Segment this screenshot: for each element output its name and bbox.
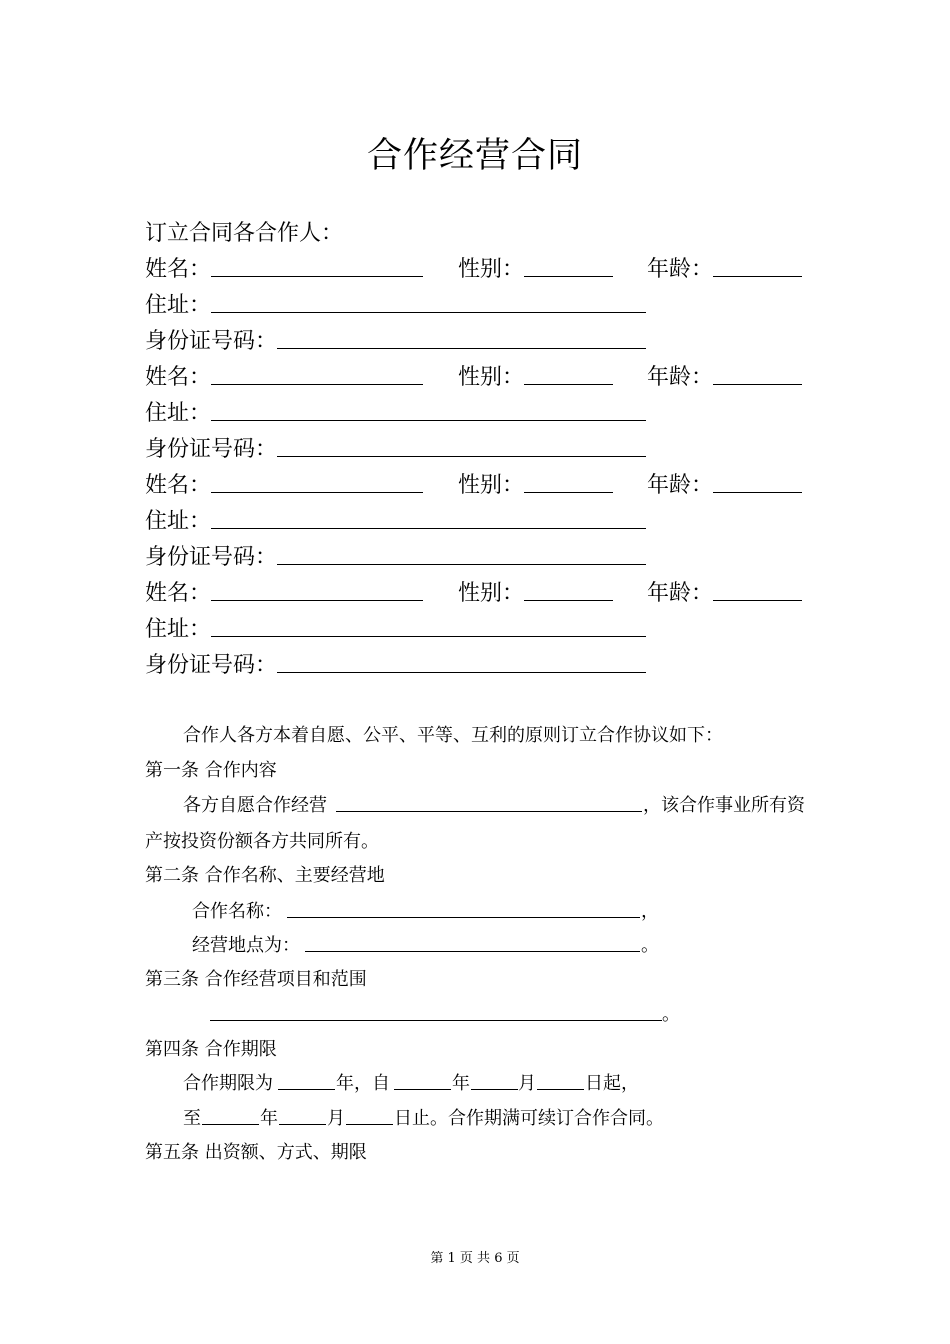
name-field[interactable]	[211, 492, 423, 493]
age-label: 年龄：	[647, 473, 714, 498]
id-number-field[interactable]	[277, 348, 646, 349]
gender-label: 性别：	[458, 257, 525, 282]
name-field[interactable]	[211, 384, 423, 385]
article-5-heading: 第五条 出资额、方式、期限	[145, 1142, 367, 1163]
age-field[interactable]	[713, 276, 802, 277]
preamble-text: 合作人各方本着自愿、公平、平等、互利的原则订立合作协议如下：	[183, 725, 723, 746]
address-field[interactable]	[211, 528, 646, 529]
end-year-field[interactable]	[202, 1124, 259, 1125]
gender-field[interactable]	[524, 384, 613, 385]
address-label: 住址：	[145, 617, 212, 642]
term-text: 月	[327, 1108, 345, 1129]
age-field[interactable]	[713, 384, 802, 385]
id-number-label: 身份证号码：	[145, 653, 278, 678]
end-month-field[interactable]	[279, 1124, 326, 1125]
id-number-label: 身份证号码：	[145, 329, 278, 354]
id-number-field[interactable]	[277, 672, 646, 673]
page-footer: 第 1 页 共 6 页	[430, 1251, 520, 1266]
term-text: 年	[260, 1108, 278, 1129]
start-month-field[interactable]	[471, 1089, 518, 1090]
article-4-heading: 第四条 合作期限	[145, 1039, 277, 1060]
gender-label: 性别：	[458, 473, 525, 498]
article-3-heading: 第三条 合作经营项目和范围	[145, 969, 367, 990]
term-text: 年，自	[336, 1073, 390, 1094]
punctuation: ，	[641, 901, 659, 922]
parties-intro: 订立合同各合作人：	[145, 221, 344, 246]
term-text: 月	[518, 1073, 536, 1094]
punctuation: 。	[662, 1004, 680, 1025]
age-field[interactable]	[713, 600, 802, 601]
article-1-text: ，该合作事业所有资	[643, 795, 805, 816]
article-2-heading: 第二条 合作名称、主要经营地	[145, 865, 385, 886]
age-label: 年龄：	[647, 581, 714, 606]
start-year-field[interactable]	[394, 1089, 451, 1090]
term-text: 日止。合作期满可续订合作合同。	[394, 1108, 664, 1129]
article-1-text-line2: 产按投资份额各方共同所有。	[145, 831, 379, 852]
business-place-field[interactable]	[305, 951, 640, 952]
article-1-heading: 第一条 合作内容	[145, 760, 277, 781]
term-years-field[interactable]	[278, 1089, 335, 1090]
name-label: 姓名：	[145, 581, 212, 606]
gender-field[interactable]	[524, 600, 613, 601]
name-field[interactable]	[211, 276, 423, 277]
address-field[interactable]	[211, 312, 646, 313]
gender-label: 性别：	[458, 581, 525, 606]
name-label: 姓名：	[145, 473, 212, 498]
document-title: 合作经营合同	[366, 136, 583, 176]
address-label: 住址：	[145, 293, 212, 318]
address-field[interactable]	[211, 636, 646, 637]
name-label: 姓名：	[145, 365, 212, 390]
id-number-field[interactable]	[277, 564, 646, 565]
punctuation: 。	[641, 935, 659, 956]
start-day-field[interactable]	[537, 1089, 584, 1090]
gender-field[interactable]	[524, 276, 613, 277]
term-text: 日起，	[585, 1073, 639, 1094]
address-field[interactable]	[211, 420, 646, 421]
age-field[interactable]	[713, 492, 802, 493]
term-text: 年	[452, 1073, 470, 1094]
business-content-field[interactable]	[336, 811, 642, 812]
address-label: 住址：	[145, 509, 212, 534]
id-number-label: 身份证号码：	[145, 437, 278, 462]
end-day-field[interactable]	[346, 1124, 393, 1125]
name-label: 姓名：	[145, 257, 212, 282]
business-place-label: 经营地点为：	[192, 935, 300, 956]
name-field[interactable]	[211, 600, 423, 601]
term-text: 至	[183, 1108, 201, 1129]
id-number-label: 身份证号码：	[145, 545, 278, 570]
age-label: 年龄：	[647, 365, 714, 390]
article-1-text: 各方自愿合作经营	[183, 795, 327, 816]
id-number-field[interactable]	[277, 456, 646, 457]
gender-label: 性别：	[458, 365, 525, 390]
address-label: 住址：	[145, 401, 212, 426]
gender-field[interactable]	[524, 492, 613, 493]
partnership-name-field[interactable]	[287, 917, 640, 918]
age-label: 年龄：	[647, 257, 714, 282]
term-text: 合作期限为	[183, 1073, 273, 1094]
business-scope-field[interactable]	[210, 1020, 662, 1021]
partnership-name-label: 合作名称：	[192, 901, 282, 922]
